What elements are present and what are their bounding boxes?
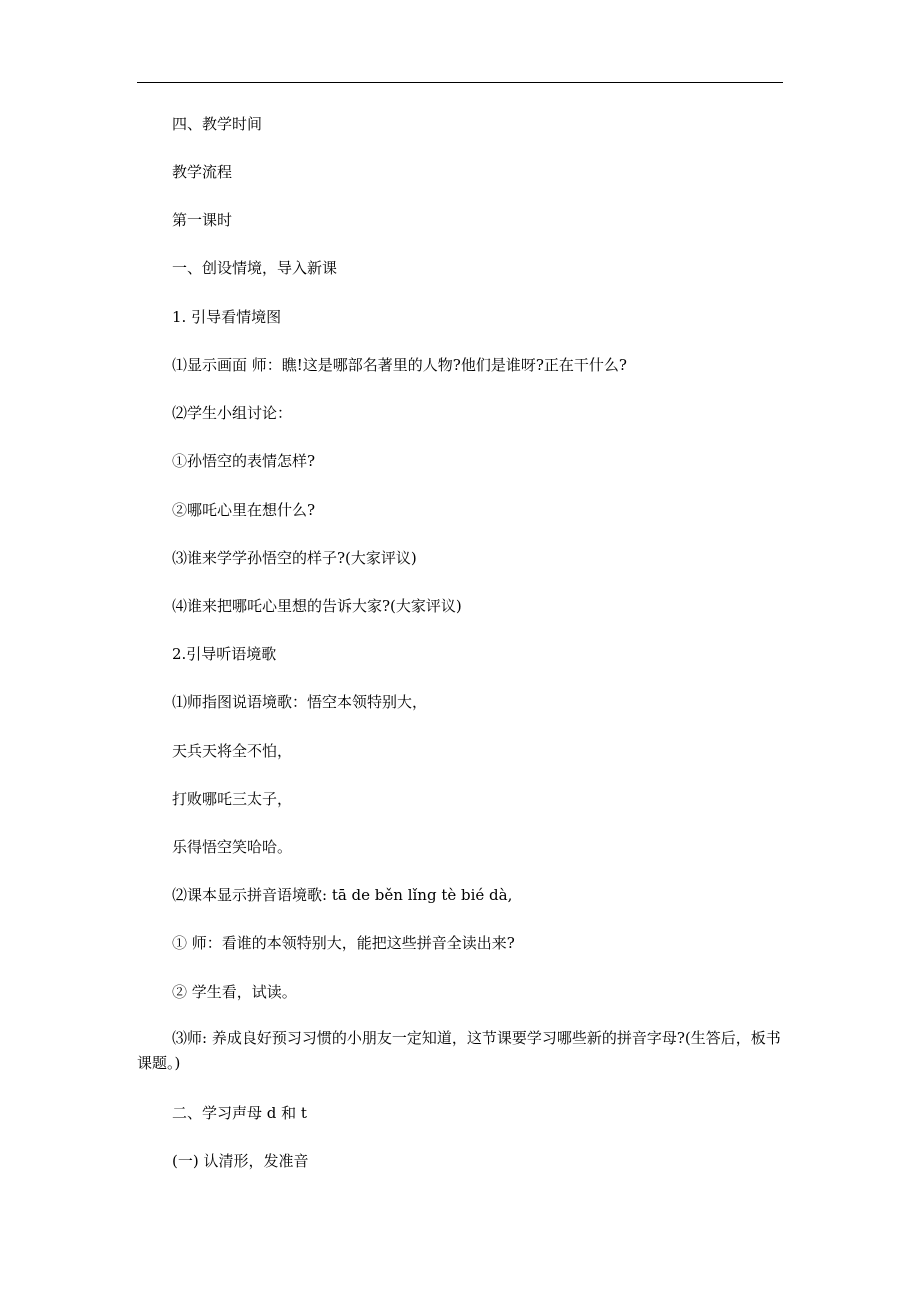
paragraph-group-discussion: ⑵学生小组讨论： (172, 404, 293, 422)
list-item-nezha-thinking: ②哪吒心里在想什么? (172, 501, 316, 519)
heading-first-lesson: 第一课时 (172, 211, 233, 229)
list-item-students-try: ② 学生看，试读。 (172, 983, 297, 1001)
song-line-4: 乐得悟空笑哈哈。 (172, 838, 293, 856)
paragraph-tell-nezha-thoughts: ⑷谁来把哪吒心里想的告诉大家?(大家评议) (172, 597, 462, 615)
subheading-recognize-shape: (一) 认清形，发准音 (172, 1152, 309, 1170)
paragraph-show-picture: ⑴显示画面 师：瞧!这是哪部名著里的人物?他们是谁呀?正在干什么? (172, 356, 627, 374)
heading-teaching-process: 教学流程 (172, 163, 233, 181)
paragraph-imitate-sun-wukong: ⑶谁来学学孙悟空的样子?(大家评议) (172, 549, 417, 567)
subheading-guide-picture: 1. 引导看情境图 (172, 308, 282, 326)
subheading-listen-song: 2.引导听语境歌 (172, 645, 277, 663)
paragraph-preview-habit (137, 1026, 783, 1076)
list-item-teacher-read: ① 师：看谁的本领特别大，能把这些拼音全读出来? (172, 934, 515, 952)
paragraph-teacher-song: ⑴师指图说语境歌：悟空本领特别大， (172, 693, 428, 711)
song-line-2: 天兵天将全不怕， (172, 742, 293, 760)
section-heading-learn-d-t: 二、学习声母 d 和 t (172, 1104, 307, 1122)
paragraph-pinyin-song: ⑵课本显示拼音语境歌: tā de běn lǐng tè bié dà, (172, 886, 513, 904)
heading-teaching-time: 四、教学时间 (172, 115, 263, 133)
song-line-3: 打败哪吒三太子， (172, 790, 293, 808)
paragraph-preview-habit-text: ⑶师: 养成良好预习习惯的小朋友一定知道，这节课要学习哪些新的拼音字母?(生答后，板书课题。) (137, 1029, 781, 1072)
section-heading-intro: 一、创设情境，导入新课 (172, 259, 338, 277)
list-item-sun-wukong-expression: ①孙悟空的表情怎样? (172, 452, 316, 470)
